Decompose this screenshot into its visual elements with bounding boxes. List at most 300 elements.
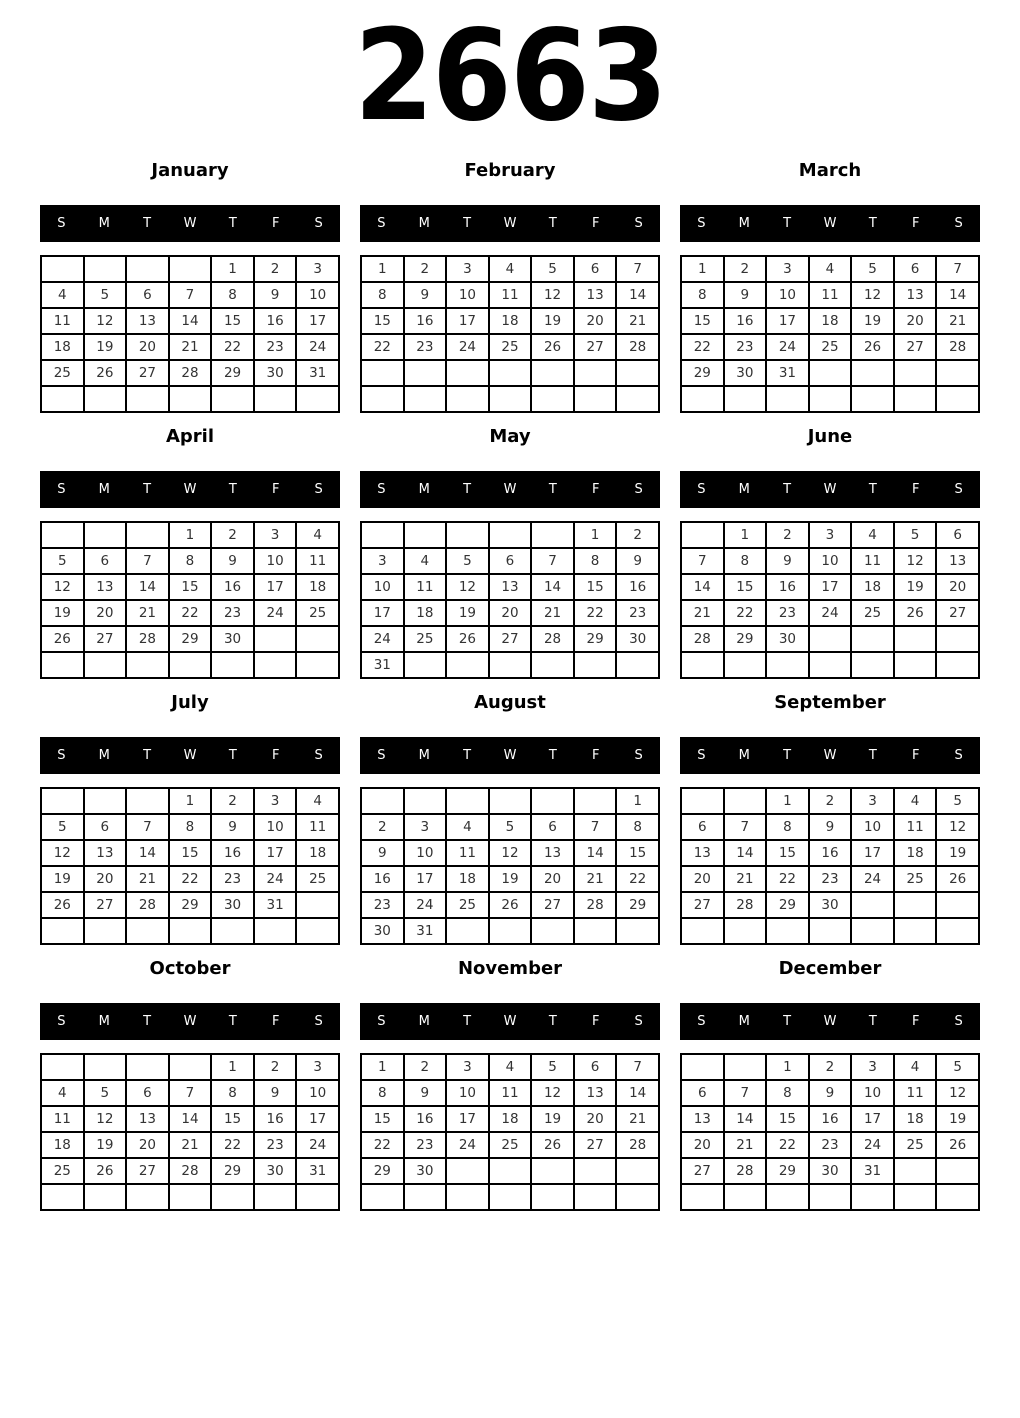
week-row <box>41 866 339 892</box>
weekday-label: T <box>548 216 557 231</box>
week-row <box>361 1184 659 1210</box>
empty-day-cell <box>851 652 894 678</box>
day-cell: 27 <box>894 334 937 360</box>
weekday-label: S <box>314 748 323 763</box>
day-cell: 2 <box>809 788 852 814</box>
empty-day-cell <box>361 522 404 548</box>
week-row <box>41 1054 339 1080</box>
day-cell: 12 <box>531 1080 574 1106</box>
weekday-header <box>40 737 340 774</box>
week-row <box>41 1080 339 1106</box>
day-cell: 8 <box>681 282 724 308</box>
week-row <box>41 626 339 652</box>
weekday-label: F <box>271 482 280 497</box>
empty-day-cell <box>41 652 84 678</box>
day-cell: 9 <box>361 840 404 866</box>
weekday-label: T <box>548 1014 557 1029</box>
week-row <box>681 788 979 814</box>
day-cell: 31 <box>404 918 447 944</box>
weekday-label: W <box>823 482 837 497</box>
empty-day-cell <box>169 1054 212 1080</box>
empty-day-cell <box>809 918 852 944</box>
weekday-label: S <box>954 482 963 497</box>
day-cell: 12 <box>84 308 127 334</box>
month-section <box>40 160 340 413</box>
day-cell: 20 <box>84 866 127 892</box>
day-cell: 18 <box>41 334 84 360</box>
day-cell: 18 <box>41 1132 84 1158</box>
empty-day-cell <box>724 386 767 412</box>
day-cell: 30 <box>211 892 254 918</box>
empty-day-cell <box>681 788 724 814</box>
day-cell: 21 <box>936 308 979 334</box>
calendar-grid-body <box>681 256 979 412</box>
empty-day-cell <box>724 1054 767 1080</box>
weekday-label: T <box>463 482 472 497</box>
day-cell: 6 <box>681 1080 724 1106</box>
empty-day-cell <box>446 918 489 944</box>
empty-day-cell <box>574 652 617 678</box>
day-cell: 15 <box>681 308 724 334</box>
empty-day-cell <box>531 788 574 814</box>
day-cell: 30 <box>211 626 254 652</box>
week-row <box>681 360 979 386</box>
day-cell: 29 <box>211 1158 254 1184</box>
day-cell: 14 <box>724 840 767 866</box>
day-cell: 11 <box>489 1080 532 1106</box>
weekday-label: M <box>418 1014 430 1029</box>
weekday-label: F <box>591 1014 600 1029</box>
day-cell: 28 <box>126 892 169 918</box>
week-row <box>41 1184 339 1210</box>
empty-day-cell <box>361 386 404 412</box>
day-cell: 6 <box>574 1054 617 1080</box>
day-cell: 13 <box>531 840 574 866</box>
empty-day-cell <box>296 626 339 652</box>
empty-day-cell <box>489 788 532 814</box>
empty-day-cell <box>211 652 254 678</box>
empty-day-cell <box>936 1158 979 1184</box>
weekday-label: S <box>634 748 643 763</box>
day-cell: 9 <box>211 814 254 840</box>
empty-day-cell <box>41 788 84 814</box>
day-cell: 17 <box>296 1106 339 1132</box>
empty-day-cell <box>574 788 617 814</box>
week-row <box>681 334 979 360</box>
day-cell: 26 <box>531 1132 574 1158</box>
week-row <box>681 918 979 944</box>
day-cell: 20 <box>681 1132 724 1158</box>
day-cell: 12 <box>851 282 894 308</box>
day-cell: 26 <box>84 360 127 386</box>
day-cell: 26 <box>531 334 574 360</box>
day-cell: 16 <box>809 1106 852 1132</box>
day-cell: 15 <box>169 840 212 866</box>
weekday-label: W <box>503 216 517 231</box>
day-cell: 16 <box>404 1106 447 1132</box>
week-row <box>361 1080 659 1106</box>
day-cell: 3 <box>446 1054 489 1080</box>
empty-day-cell <box>41 522 84 548</box>
empty-day-cell <box>809 360 852 386</box>
day-cell: 11 <box>404 574 447 600</box>
empty-day-cell <box>894 360 937 386</box>
week-row <box>41 814 339 840</box>
day-cell: 8 <box>724 548 767 574</box>
day-cell: 20 <box>126 1132 169 1158</box>
week-row <box>361 626 659 652</box>
calendar-grid <box>360 255 660 413</box>
day-cell: 22 <box>211 334 254 360</box>
empty-day-cell <box>254 1184 297 1210</box>
empty-day-cell <box>361 1184 404 1210</box>
week-row <box>681 652 979 678</box>
empty-day-cell <box>254 652 297 678</box>
day-cell: 30 <box>766 626 809 652</box>
day-cell: 26 <box>41 626 84 652</box>
empty-day-cell <box>851 360 894 386</box>
day-cell: 11 <box>41 308 84 334</box>
day-cell: 8 <box>361 1080 404 1106</box>
day-cell: 22 <box>681 334 724 360</box>
week-row <box>681 1184 979 1210</box>
day-cell: 25 <box>41 360 84 386</box>
week-row <box>41 1158 339 1184</box>
day-cell: 26 <box>446 626 489 652</box>
empty-day-cell <box>766 918 809 944</box>
day-cell: 13 <box>84 574 127 600</box>
day-cell: 18 <box>851 574 894 600</box>
day-cell: 8 <box>361 282 404 308</box>
day-cell: 7 <box>126 814 169 840</box>
day-cell: 17 <box>361 600 404 626</box>
day-cell: 16 <box>254 308 297 334</box>
day-cell: 16 <box>254 1106 297 1132</box>
day-cell: 16 <box>211 574 254 600</box>
day-cell: 7 <box>724 1080 767 1106</box>
empty-day-cell <box>296 386 339 412</box>
empty-day-cell <box>84 652 127 678</box>
empty-day-cell <box>851 386 894 412</box>
day-cell: 18 <box>489 1106 532 1132</box>
empty-day-cell <box>446 386 489 412</box>
day-cell: 28 <box>724 892 767 918</box>
weekday-label: W <box>823 216 837 231</box>
empty-day-cell <box>616 652 659 678</box>
day-cell: 11 <box>894 1080 937 1106</box>
week-row <box>361 256 659 282</box>
day-cell: 26 <box>84 1158 127 1184</box>
day-cell: 17 <box>296 308 339 334</box>
day-cell: 11 <box>489 282 532 308</box>
weekday-label: T <box>868 216 877 231</box>
day-cell: 10 <box>361 574 404 600</box>
empty-day-cell <box>126 522 169 548</box>
empty-day-cell <box>894 1184 937 1210</box>
empty-day-cell <box>724 652 767 678</box>
empty-day-cell <box>936 626 979 652</box>
day-cell: 19 <box>84 334 127 360</box>
day-cell: 12 <box>41 574 84 600</box>
day-cell: 24 <box>404 892 447 918</box>
empty-day-cell <box>169 652 212 678</box>
empty-day-cell <box>894 1158 937 1184</box>
day-cell: 14 <box>126 840 169 866</box>
calendar-grid <box>680 255 980 413</box>
day-cell: 31 <box>254 892 297 918</box>
day-cell: 21 <box>169 334 212 360</box>
empty-day-cell <box>574 1184 617 1210</box>
day-cell: 10 <box>404 840 447 866</box>
weekday-label: M <box>738 1014 750 1029</box>
day-cell: 19 <box>936 840 979 866</box>
week-row <box>41 548 339 574</box>
day-cell: 8 <box>211 282 254 308</box>
empty-day-cell <box>169 918 212 944</box>
day-cell: 17 <box>766 308 809 334</box>
calendar-grid-body <box>41 788 339 944</box>
weekday-label: S <box>57 216 66 231</box>
empty-day-cell <box>446 788 489 814</box>
day-cell: 22 <box>574 600 617 626</box>
weekday-header <box>680 205 980 242</box>
empty-day-cell <box>936 918 979 944</box>
empty-day-cell <box>446 522 489 548</box>
weekday-label: T <box>228 216 237 231</box>
week-row <box>681 548 979 574</box>
day-cell: 1 <box>169 788 212 814</box>
empty-day-cell <box>169 256 212 282</box>
day-cell: 12 <box>894 548 937 574</box>
day-cell: 21 <box>724 866 767 892</box>
calendar-grid-body <box>41 256 339 412</box>
day-cell: 27 <box>574 334 617 360</box>
empty-day-cell <box>894 892 937 918</box>
day-cell: 11 <box>41 1106 84 1132</box>
weekday-label: T <box>143 216 152 231</box>
day-cell: 19 <box>41 600 84 626</box>
day-cell: 23 <box>766 600 809 626</box>
weekday-label: F <box>271 1014 280 1029</box>
month-section <box>360 958 660 1211</box>
empty-day-cell <box>851 626 894 652</box>
empty-day-cell <box>41 1184 84 1210</box>
day-cell: 6 <box>936 522 979 548</box>
weekday-label: M <box>738 216 750 231</box>
weekday-header <box>40 471 340 508</box>
month-title: December <box>778 958 882 979</box>
day-cell: 23 <box>361 892 404 918</box>
day-cell: 3 <box>254 522 297 548</box>
empty-day-cell <box>681 918 724 944</box>
week-row <box>361 548 659 574</box>
day-cell: 1 <box>361 1054 404 1080</box>
day-cell: 15 <box>574 574 617 600</box>
day-cell: 15 <box>361 308 404 334</box>
day-cell: 27 <box>84 626 127 652</box>
month-title: July <box>171 692 209 713</box>
week-row <box>681 892 979 918</box>
day-cell: 22 <box>766 1132 809 1158</box>
empty-day-cell <box>724 788 767 814</box>
day-cell: 10 <box>851 1080 894 1106</box>
day-cell: 14 <box>531 574 574 600</box>
weekday-label: S <box>954 1014 963 1029</box>
day-cell: 16 <box>809 840 852 866</box>
calendar-grid-body <box>681 522 979 678</box>
day-cell: 31 <box>851 1158 894 1184</box>
day-cell: 18 <box>809 308 852 334</box>
week-row <box>681 1054 979 1080</box>
day-cell: 24 <box>446 334 489 360</box>
day-cell: 8 <box>211 1080 254 1106</box>
day-cell: 3 <box>361 548 404 574</box>
day-cell: 24 <box>809 600 852 626</box>
day-cell: 29 <box>574 626 617 652</box>
weekday-label: T <box>463 748 472 763</box>
day-cell: 23 <box>211 866 254 892</box>
day-cell: 12 <box>41 840 84 866</box>
week-row <box>361 814 659 840</box>
day-cell: 28 <box>126 626 169 652</box>
day-cell: 29 <box>169 626 212 652</box>
empty-day-cell <box>809 652 852 678</box>
weekday-label: T <box>783 1014 792 1029</box>
empty-day-cell <box>809 626 852 652</box>
empty-day-cell <box>489 1184 532 1210</box>
day-cell: 4 <box>296 788 339 814</box>
weekday-label: T <box>868 1014 877 1029</box>
weekday-label: S <box>634 482 643 497</box>
day-cell: 11 <box>446 840 489 866</box>
day-cell: 25 <box>296 866 339 892</box>
week-row <box>361 1158 659 1184</box>
day-cell: 26 <box>894 600 937 626</box>
day-cell: 29 <box>616 892 659 918</box>
day-cell: 9 <box>809 1080 852 1106</box>
week-row <box>361 600 659 626</box>
day-cell: 9 <box>254 282 297 308</box>
day-cell: 23 <box>616 600 659 626</box>
empty-day-cell <box>574 360 617 386</box>
day-cell: 23 <box>254 1132 297 1158</box>
month-title: November <box>457 958 563 979</box>
empty-day-cell <box>126 918 169 944</box>
week-row <box>361 360 659 386</box>
empty-day-cell <box>489 386 532 412</box>
day-cell: 19 <box>936 1106 979 1132</box>
day-cell: 7 <box>936 256 979 282</box>
day-cell: 28 <box>616 1132 659 1158</box>
weekday-label: F <box>271 216 280 231</box>
week-row <box>361 866 659 892</box>
day-cell: 14 <box>724 1106 767 1132</box>
day-cell: 10 <box>254 814 297 840</box>
week-row <box>681 840 979 866</box>
day-cell: 6 <box>126 282 169 308</box>
empty-day-cell <box>404 1184 447 1210</box>
weekday-label: T <box>463 1014 472 1029</box>
week-row <box>361 918 659 944</box>
day-cell: 24 <box>446 1132 489 1158</box>
day-cell: 6 <box>84 548 127 574</box>
day-cell: 5 <box>936 788 979 814</box>
day-cell: 23 <box>809 1132 852 1158</box>
week-row <box>681 1106 979 1132</box>
day-cell: 3 <box>851 1054 894 1080</box>
day-cell: 11 <box>894 814 937 840</box>
day-cell: 7 <box>169 1080 212 1106</box>
day-cell: 29 <box>766 1158 809 1184</box>
empty-day-cell <box>169 1184 212 1210</box>
day-cell: 25 <box>296 600 339 626</box>
day-cell: 16 <box>616 574 659 600</box>
day-cell: 28 <box>724 1158 767 1184</box>
week-row <box>41 840 339 866</box>
day-cell: 28 <box>169 1158 212 1184</box>
empty-day-cell <box>126 256 169 282</box>
day-cell: 8 <box>169 814 212 840</box>
empty-day-cell <box>574 918 617 944</box>
week-row <box>41 918 339 944</box>
day-cell: 25 <box>851 600 894 626</box>
day-cell: 5 <box>446 548 489 574</box>
day-cell: 23 <box>254 334 297 360</box>
day-cell: 16 <box>404 308 447 334</box>
day-cell: 24 <box>296 334 339 360</box>
day-cell: 15 <box>766 840 809 866</box>
empty-day-cell <box>126 386 169 412</box>
empty-day-cell <box>361 788 404 814</box>
day-cell: 27 <box>489 626 532 652</box>
calendar-grid <box>360 521 660 679</box>
day-cell: 27 <box>681 892 724 918</box>
empty-day-cell <box>446 1184 489 1210</box>
empty-day-cell <box>84 918 127 944</box>
day-cell: 21 <box>169 1132 212 1158</box>
day-cell: 15 <box>616 840 659 866</box>
day-cell: 26 <box>41 892 84 918</box>
week-row <box>361 334 659 360</box>
day-cell: 13 <box>894 282 937 308</box>
calendar-grid <box>40 787 340 945</box>
empty-day-cell <box>681 652 724 678</box>
day-cell: 2 <box>404 256 447 282</box>
weekday-label: F <box>271 748 280 763</box>
day-cell: 19 <box>531 308 574 334</box>
day-cell: 30 <box>361 918 404 944</box>
day-cell: 15 <box>211 308 254 334</box>
month-title: August <box>474 692 546 713</box>
day-cell: 5 <box>936 1054 979 1080</box>
weekday-label: W <box>823 748 837 763</box>
weekday-label: W <box>503 1014 517 1029</box>
week-row <box>681 386 979 412</box>
day-cell: 30 <box>404 1158 447 1184</box>
week-row <box>41 308 339 334</box>
day-cell: 14 <box>616 282 659 308</box>
day-cell: 5 <box>531 1054 574 1080</box>
day-cell: 15 <box>724 574 767 600</box>
day-cell: 1 <box>211 256 254 282</box>
empty-day-cell <box>254 626 297 652</box>
month-section <box>680 958 980 1211</box>
weekday-label: T <box>783 482 792 497</box>
day-cell: 16 <box>766 574 809 600</box>
day-cell: 6 <box>574 256 617 282</box>
week-row <box>361 386 659 412</box>
calendar-grid-body <box>361 522 659 678</box>
